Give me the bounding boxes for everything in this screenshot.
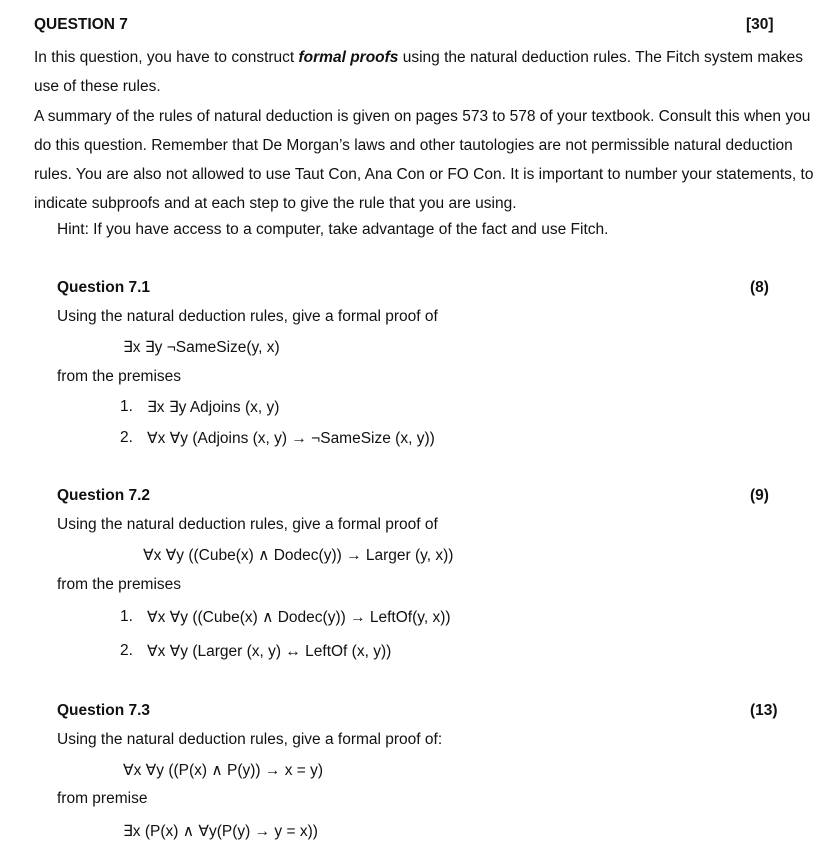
intro-paragraph-1: In this question, you have to construct formal proofs using the natural deduction rules. The Fitch system makes use of these rules. [34, 49, 804, 96]
q71-premise-2: ∀x ∀y (Adjoins (x, y) → ¬SameSize (x, y)) [147, 430, 435, 447]
q71-premises-label: from the premises [57, 368, 182, 385]
q72-premise-1: ∀x ∀y ((Cube(x) ∧ Dodec(y)) → LeftOf(y, x)) [147, 609, 451, 626]
emphasis-formal-proofs: formal proofs [298, 49, 399, 66]
q72-premise-2-number: 2. [120, 642, 133, 659]
q71-prompt: Using the natural deduction rules, give a formal proof of [57, 308, 438, 325]
q71-premise-2-number: 2. [120, 429, 133, 446]
hint-text: Hint: If you have access to a computer, take advantage of the fact and use Fitch. [57, 221, 609, 238]
q73-prompt: Using the natural deduction rules, give a formal proof of: [57, 731, 443, 748]
q73-marks: (13) [750, 702, 778, 719]
q73-goal: ∀x ∀y ((P(x) ∧ P(y)) → x = y) [123, 762, 324, 779]
q71-goal: ∃x ∃y ¬SameSize(y, x) [123, 339, 280, 356]
q71-title: Question 7.1 [57, 279, 151, 296]
q72-goal: ∀x ∀y ((Cube(x) ∧ Dodec(y)) → Larger (y, x)) [143, 547, 454, 564]
q72-marks: (9) [750, 487, 769, 504]
q72-premises-label: from the premises [57, 576, 182, 593]
q72-prompt: Using the natural deduction rules, give a formal proof of [57, 516, 438, 533]
question-marks: [30] [746, 16, 774, 33]
q71-marks: (8) [750, 279, 769, 296]
q71-premise-1: ∃x ∃y Adjoins (x, y) [147, 399, 280, 416]
q71-premise-1-number: 1. [120, 398, 133, 415]
intro-paragraph-2: A summary of the rules of natural deduction is given on pages 573 to 578 of your textbook. Consult this when you do this question. Remember that De Morgan’s laws and other tautologies are not permissible natural deduction rules. You are also not allowed to use Taut Con, Ana Con or FO Con. It is important to number your statements, to indicate subproofs and at each step to give the rule that you are using. [34, 107, 814, 213]
q72-premise-1-number: 1. [120, 608, 133, 625]
q73-premise: ∃x (P(x) ∧ ∀y(P(y) → y = x)) [123, 823, 318, 840]
question-title: QUESTION 7 [34, 16, 128, 33]
q72-premise-2: ∀x ∀y (Larger (x, y) ↔ LeftOf (x, y)) [147, 643, 392, 660]
q73-premises-label: from premise [57, 790, 148, 807]
q72-title: Question 7.2 [57, 487, 151, 504]
q73-title: Question 7.3 [57, 702, 151, 719]
question-intro [34, 43, 818, 219]
